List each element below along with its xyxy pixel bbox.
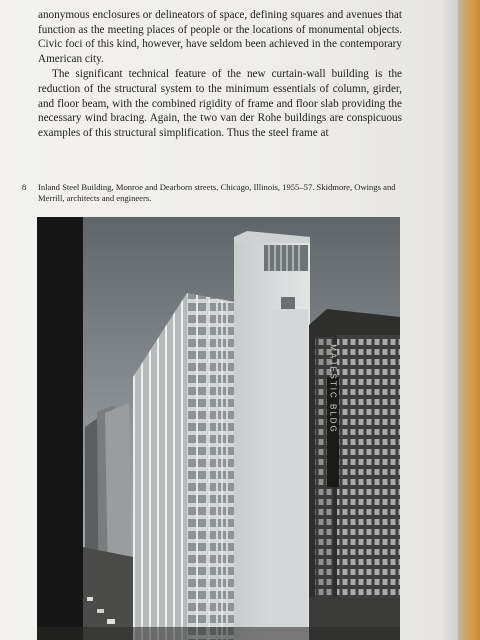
car: [87, 597, 93, 601]
photo-illustration: [37, 217, 400, 640]
street: [83, 547, 133, 640]
figure-caption: [22, 182, 406, 204]
car: [97, 609, 104, 613]
sign-text: MAJESTIC BLDG: [328, 344, 338, 434]
caption-text: Inland Steel Building, Monroe and Dearborn streets, Chicago, Illinois, 1955–57. Skidmore, Owings and Merrill, architects and engineers.: [38, 182, 396, 203]
majestic-windows: [337, 335, 400, 640]
building-photograph: [37, 217, 400, 640]
car: [107, 619, 115, 624]
tower-shaft: [272, 309, 308, 640]
tower-top-windows: [264, 245, 308, 271]
dark-building-left: [37, 217, 83, 640]
book-spine: [458, 0, 480, 640]
body-text: [38, 8, 402, 140]
figure-number: 8: [22, 182, 27, 192]
ground-shadow: [37, 627, 400, 640]
paragraph-1: anonymous enclosures or delineators of space, defining squares and avenues that function as the meeting places of people or the locations of monumental objects. Civic foci of this kind, however, have seldom been achieved in the contemporary American city.: [38, 9, 402, 65]
paragraph-2: The significant technical feature of the new curtain-wall building is the reduction of the structural system to the minimum essentials of column, girder, and floor beam, with the combined rigidity of frame and floor slab providing the necessary wind bracing. Again, the two van der Rohe buildings are conspicuous examples of this structural simplification. Thus the steel frame at: [38, 68, 402, 139]
tower-window: [281, 297, 295, 309]
